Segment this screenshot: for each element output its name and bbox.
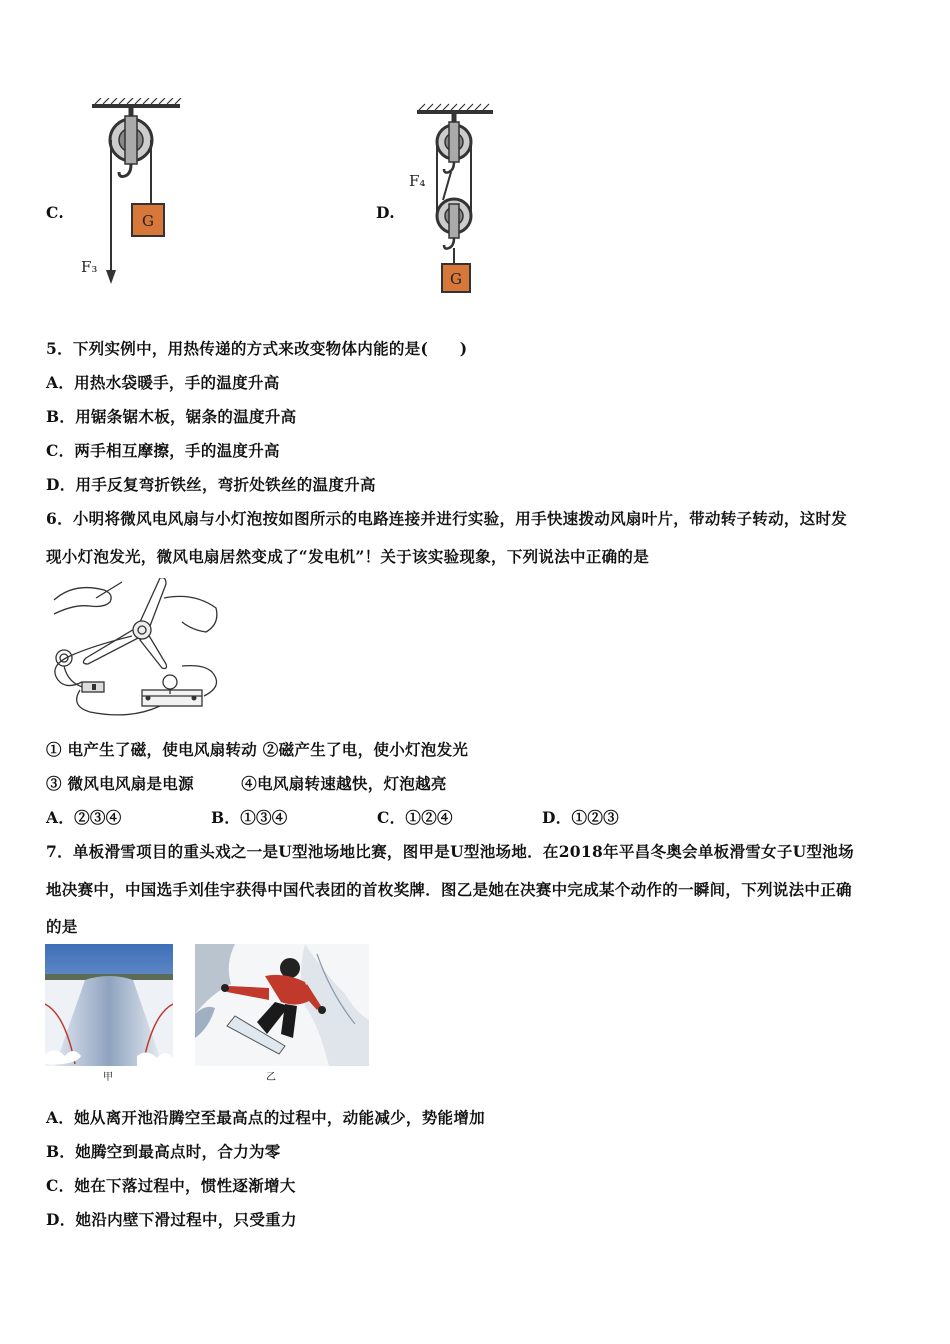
q6-option-b[interactable]: B．①③④ xyxy=(211,808,288,827)
hand-left xyxy=(54,588,111,614)
q6-option-c[interactable]: C．①②④ xyxy=(377,808,453,827)
q7-stem-line1: 7．单板滑雪项目的重头戏之一是U型池场地比赛，图甲是U型池场地．在2018年平昌冬奥会单板滑雪女子U型池场 xyxy=(46,842,854,861)
pulley-figure-c xyxy=(75,98,195,288)
caption-jia: 甲 xyxy=(103,1072,113,1083)
q6-option-a[interactable]: A．②③④ xyxy=(46,808,122,827)
option-d-label: D. xyxy=(376,203,395,222)
q6-statements-line1: ① 电产生了磁，使电风扇转动 ②磁产生了电，使小灯泡发光 xyxy=(46,740,469,759)
halfpipe-photo xyxy=(45,944,173,1066)
fan-generator-figure xyxy=(44,578,220,720)
q7-option-b[interactable]: B．她腾空到最高点时，合力为零 xyxy=(46,1142,281,1161)
q6-stem-line1: 6．小明将微风电风扇与小灯泡按如图所示的电路连接并进行实验，用手快速拨动风扇叶片，带动转子转动，这时发 xyxy=(46,509,848,528)
q7-option-c[interactable]: C．她在下落过程中，惯性逐渐增大 xyxy=(46,1176,296,1195)
q7-option-d[interactable]: D．她沿内壁下滑过程中，只受重力 xyxy=(46,1210,297,1229)
q7-stem-line2: 地决赛中，中国选手刘佳宇获得中国代表团的首枚奖牌．图乙是她在决赛中完成某个动作的一瞬间，下列说法中正确 xyxy=(46,880,852,899)
ceiling-hatch xyxy=(92,98,181,108)
helmet xyxy=(280,958,300,978)
q6-statements-line2: ③ 微风电风扇是电源 ④电风扇转速越快，灯泡越亮 xyxy=(46,774,447,793)
q5-option-c[interactable]: C．两手相互摩擦，手的温度升高 xyxy=(46,441,280,460)
q6-option-d[interactable]: D．①②③ xyxy=(542,808,619,827)
hook-icon xyxy=(119,164,131,177)
q5-option-d[interactable]: D．用手反复弯折铁丝，弯折处铁丝的温度升高 xyxy=(46,475,376,494)
pulley-figure-d xyxy=(405,100,505,300)
snowboarder-photo xyxy=(195,944,369,1066)
hook-icon xyxy=(444,238,454,249)
ceiling-hatch xyxy=(417,104,493,114)
force-label: F₃ xyxy=(81,258,98,276)
q5-option-a[interactable]: A．用热水袋暖手，手的温度升高 xyxy=(46,373,280,392)
hand-right xyxy=(164,596,217,632)
caption-yi: 乙 xyxy=(266,1072,276,1083)
block-label: G xyxy=(450,270,462,288)
q5-option-b[interactable]: B．用锯条锯木板，锯条的温度升高 xyxy=(46,407,297,426)
q7-option-a[interactable]: A．她从离开池沿腾空至最高点的过程中，动能减少，势能增加 xyxy=(46,1108,485,1127)
hook-icon xyxy=(444,162,454,173)
q5-stem: 5．下列实例中，用热传递的方式来改变物体内能的是( ) xyxy=(46,339,468,358)
q7-stem-line3: 的是 xyxy=(46,917,78,936)
force-label: F₄ xyxy=(409,172,426,190)
q6-stem-line2: 现小灯泡发光，微风电扇居然变成了“发电机”！关于该实验现象，下列说法中正确的是 xyxy=(46,547,650,566)
block-label: G xyxy=(142,212,154,230)
option-c-label: C. xyxy=(46,203,65,222)
